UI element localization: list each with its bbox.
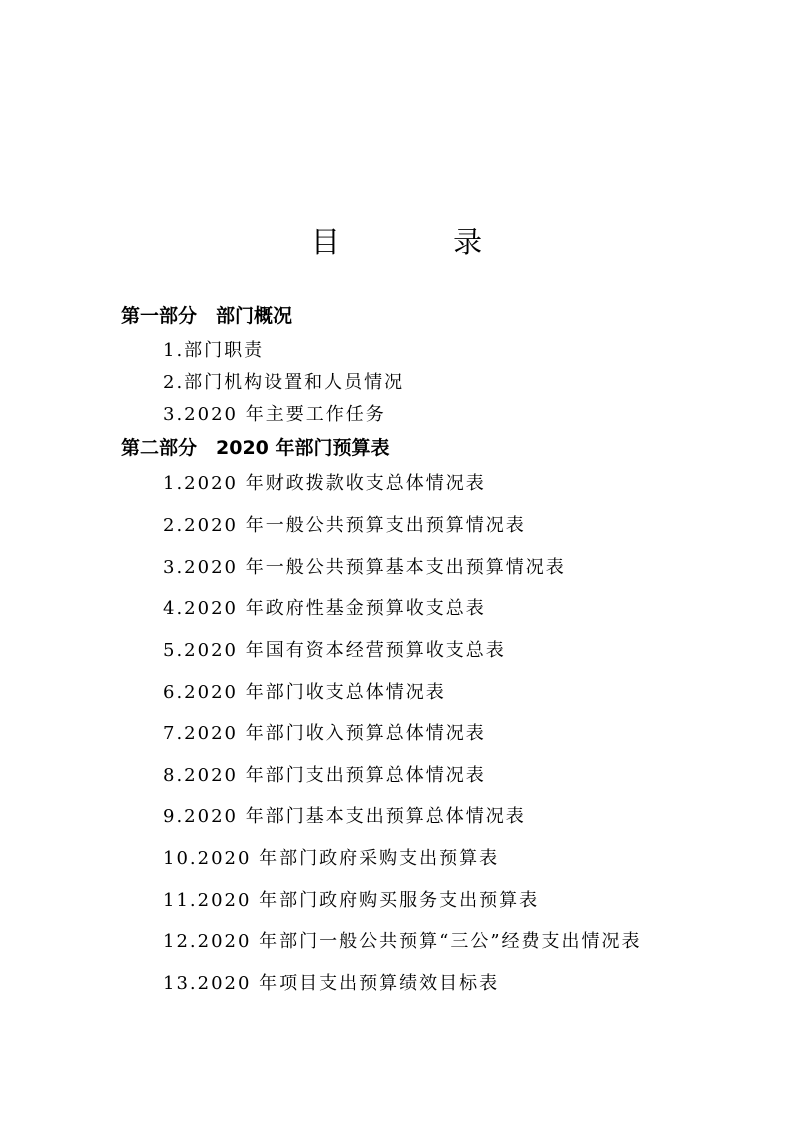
toc-item-2-4: 4.2020 年政府性基金预算收支总表 <box>163 598 486 619</box>
toc-item-2-3: 3.2020 年一般公共预算基本支出预算情况表 <box>163 557 566 578</box>
toc-item-2-11: 11.2020 年部门政府购买服务支出预算表 <box>163 890 540 911</box>
toc-item-2-8: 8.2020 年部门支出预算总体情况表 <box>163 765 486 786</box>
section-heading-part-1: 第一部分 部门概况 <box>121 305 293 327</box>
toc-item-2-9: 9.2020 年部门基本支出预算总体情况表 <box>163 806 526 827</box>
toc-item-2-2: 2.2020 年一般公共预算支出预算情况表 <box>163 515 526 536</box>
page-title: 目 录 <box>310 225 535 259</box>
toc-item-2-7: 7.2020 年部门收入预算总体情况表 <box>163 723 486 744</box>
toc-item-1-3: 3.2020 年主要工作任务 <box>163 404 386 425</box>
toc-item-2-6: 6.2020 年部门收支总体情况表 <box>163 682 446 703</box>
toc-item-1-1: 1.部门职责 <box>163 340 265 361</box>
toc-item-2-13: 13.2020 年项目支出预算绩效目标表 <box>163 973 500 994</box>
toc-item-2-12: 12.2020 年部门一般公共预算“三公”经费支出情况表 <box>163 931 642 952</box>
toc-item-2-5: 5.2020 年国有资本经营预算收支总表 <box>163 640 506 661</box>
toc-item-1-2: 2.部门机构设置和人员情况 <box>163 372 405 393</box>
toc-item-2-10: 10.2020 年部门政府采购支出预算表 <box>163 848 500 869</box>
section-heading-part-2: 第二部分 2020 年部门预算表 <box>121 437 390 459</box>
toc-item-2-1: 1.2020 年财政拨款收支总体情况表 <box>163 473 486 494</box>
